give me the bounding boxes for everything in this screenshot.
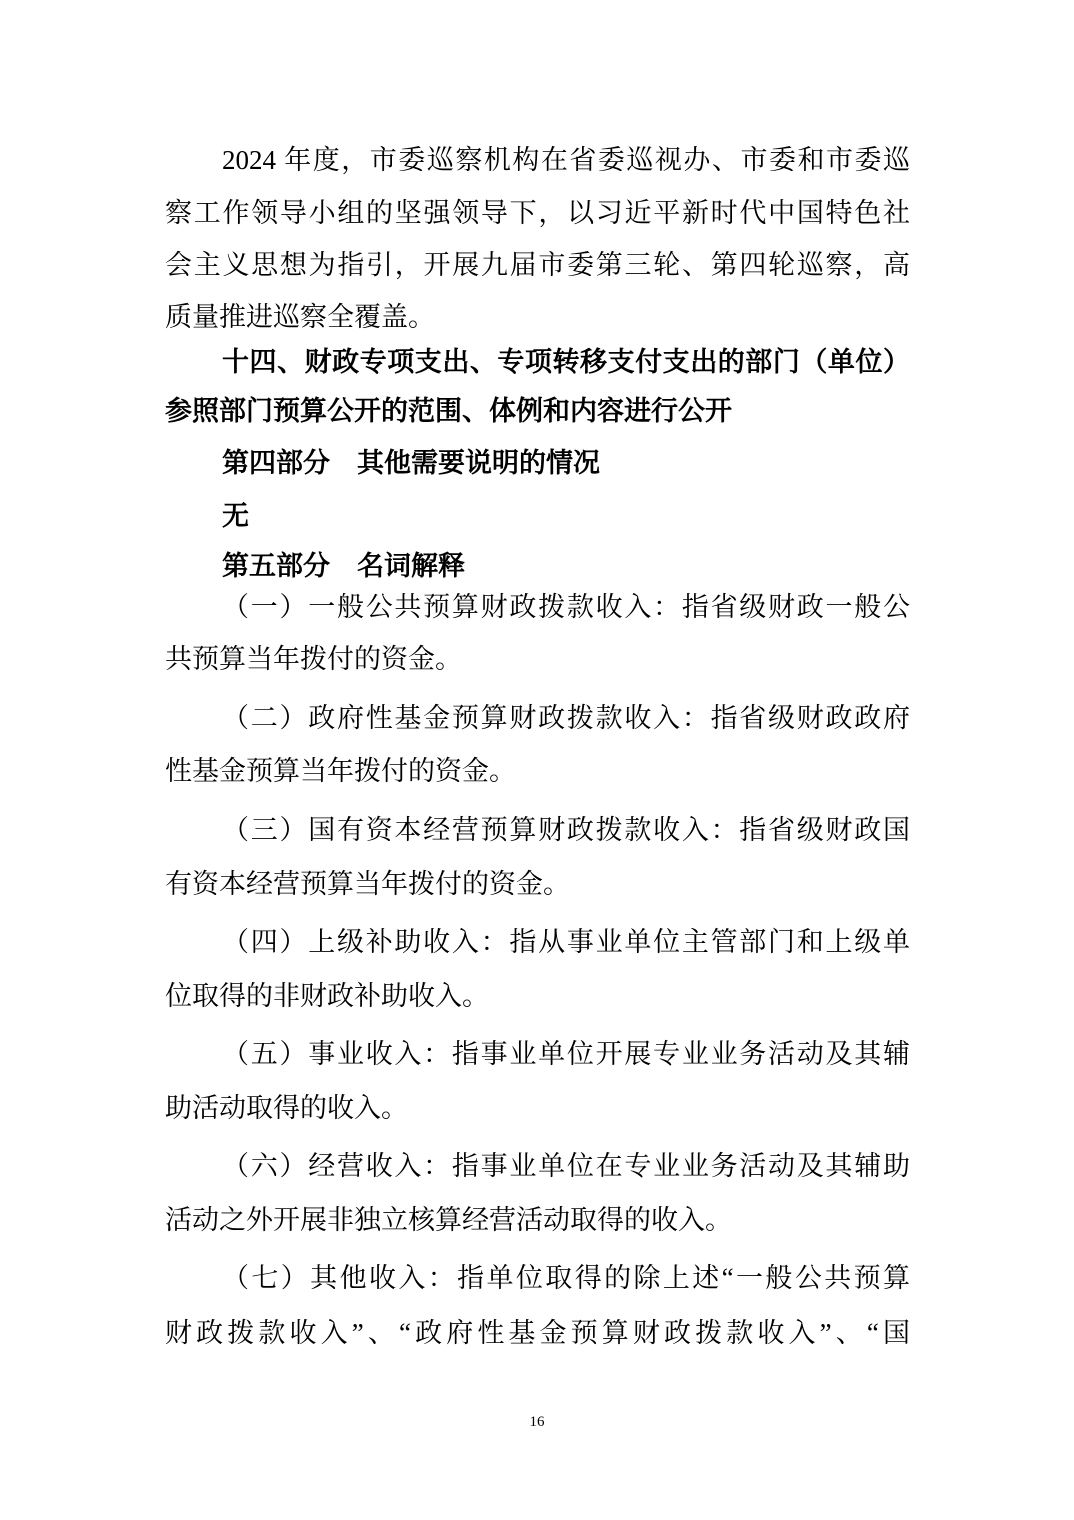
term-line: 位取得的非财政补助收入。 bbox=[165, 981, 489, 1011]
term-line: （二）政府性基金预算财政拨款收入：指省级财政政府 bbox=[222, 703, 910, 733]
section-heading-line: 十四、财政专项支出、专项转移支付支出的部门（单位） bbox=[222, 347, 910, 377]
paragraph-line: 会主义思想为指引，开展九届市委第三轮、第四轮巡察，高 bbox=[165, 250, 910, 280]
section-heading-line: 参照部门预算公开的范围、体例和内容进行公开 bbox=[165, 396, 732, 426]
part-heading: 第五部分 名词解释 bbox=[222, 551, 465, 581]
term-line: （五）事业收入：指事业单位开展专业业务活动及其辅 bbox=[222, 1039, 910, 1069]
term-line: 有资本经营预算当年拨付的资金。 bbox=[165, 869, 570, 899]
page-number: 16 bbox=[529, 1414, 545, 1430]
term-line: 性基金预算当年拨付的资金。 bbox=[165, 756, 516, 786]
term-line: （四）上级补助收入：指从事业单位主管部门和上级单 bbox=[222, 927, 910, 957]
term-line: （七）其他收入：指单位取得的除上述“一般公共预算 bbox=[222, 1263, 910, 1293]
term-line: （一）一般公共预算财政拨款收入：指省级财政一般公 bbox=[222, 592, 910, 622]
term-line: 助活动取得的收入。 bbox=[165, 1093, 408, 1123]
term-line: 共预算当年拨付的资金。 bbox=[165, 644, 462, 674]
part-heading: 第四部分 其他需要说明的情况 bbox=[222, 448, 600, 478]
term-line: 活动之外开展非独立核算经营活动取得的收入。 bbox=[165, 1205, 732, 1235]
paragraph-line: 质量推进巡察全覆盖。 bbox=[165, 302, 435, 332]
term-line: 财政拨款收入”、“政府性基金预算财政拨款收入”、“国 bbox=[165, 1318, 910, 1348]
paragraph-line: 察工作领导小组的坚强领导下，以习近平新时代中国特色社 bbox=[165, 198, 910, 228]
term-line: （三）国有资本经营预算财政拨款收入：指省级财政国 bbox=[222, 815, 910, 845]
part-content: 无 bbox=[222, 501, 249, 531]
term-line: （六）经营收入：指事业单位在专业业务活动及其辅助 bbox=[222, 1151, 910, 1181]
paragraph-line: 2024 年度，市委巡察机构在省委巡视办、市委和市委巡 bbox=[222, 145, 910, 175]
